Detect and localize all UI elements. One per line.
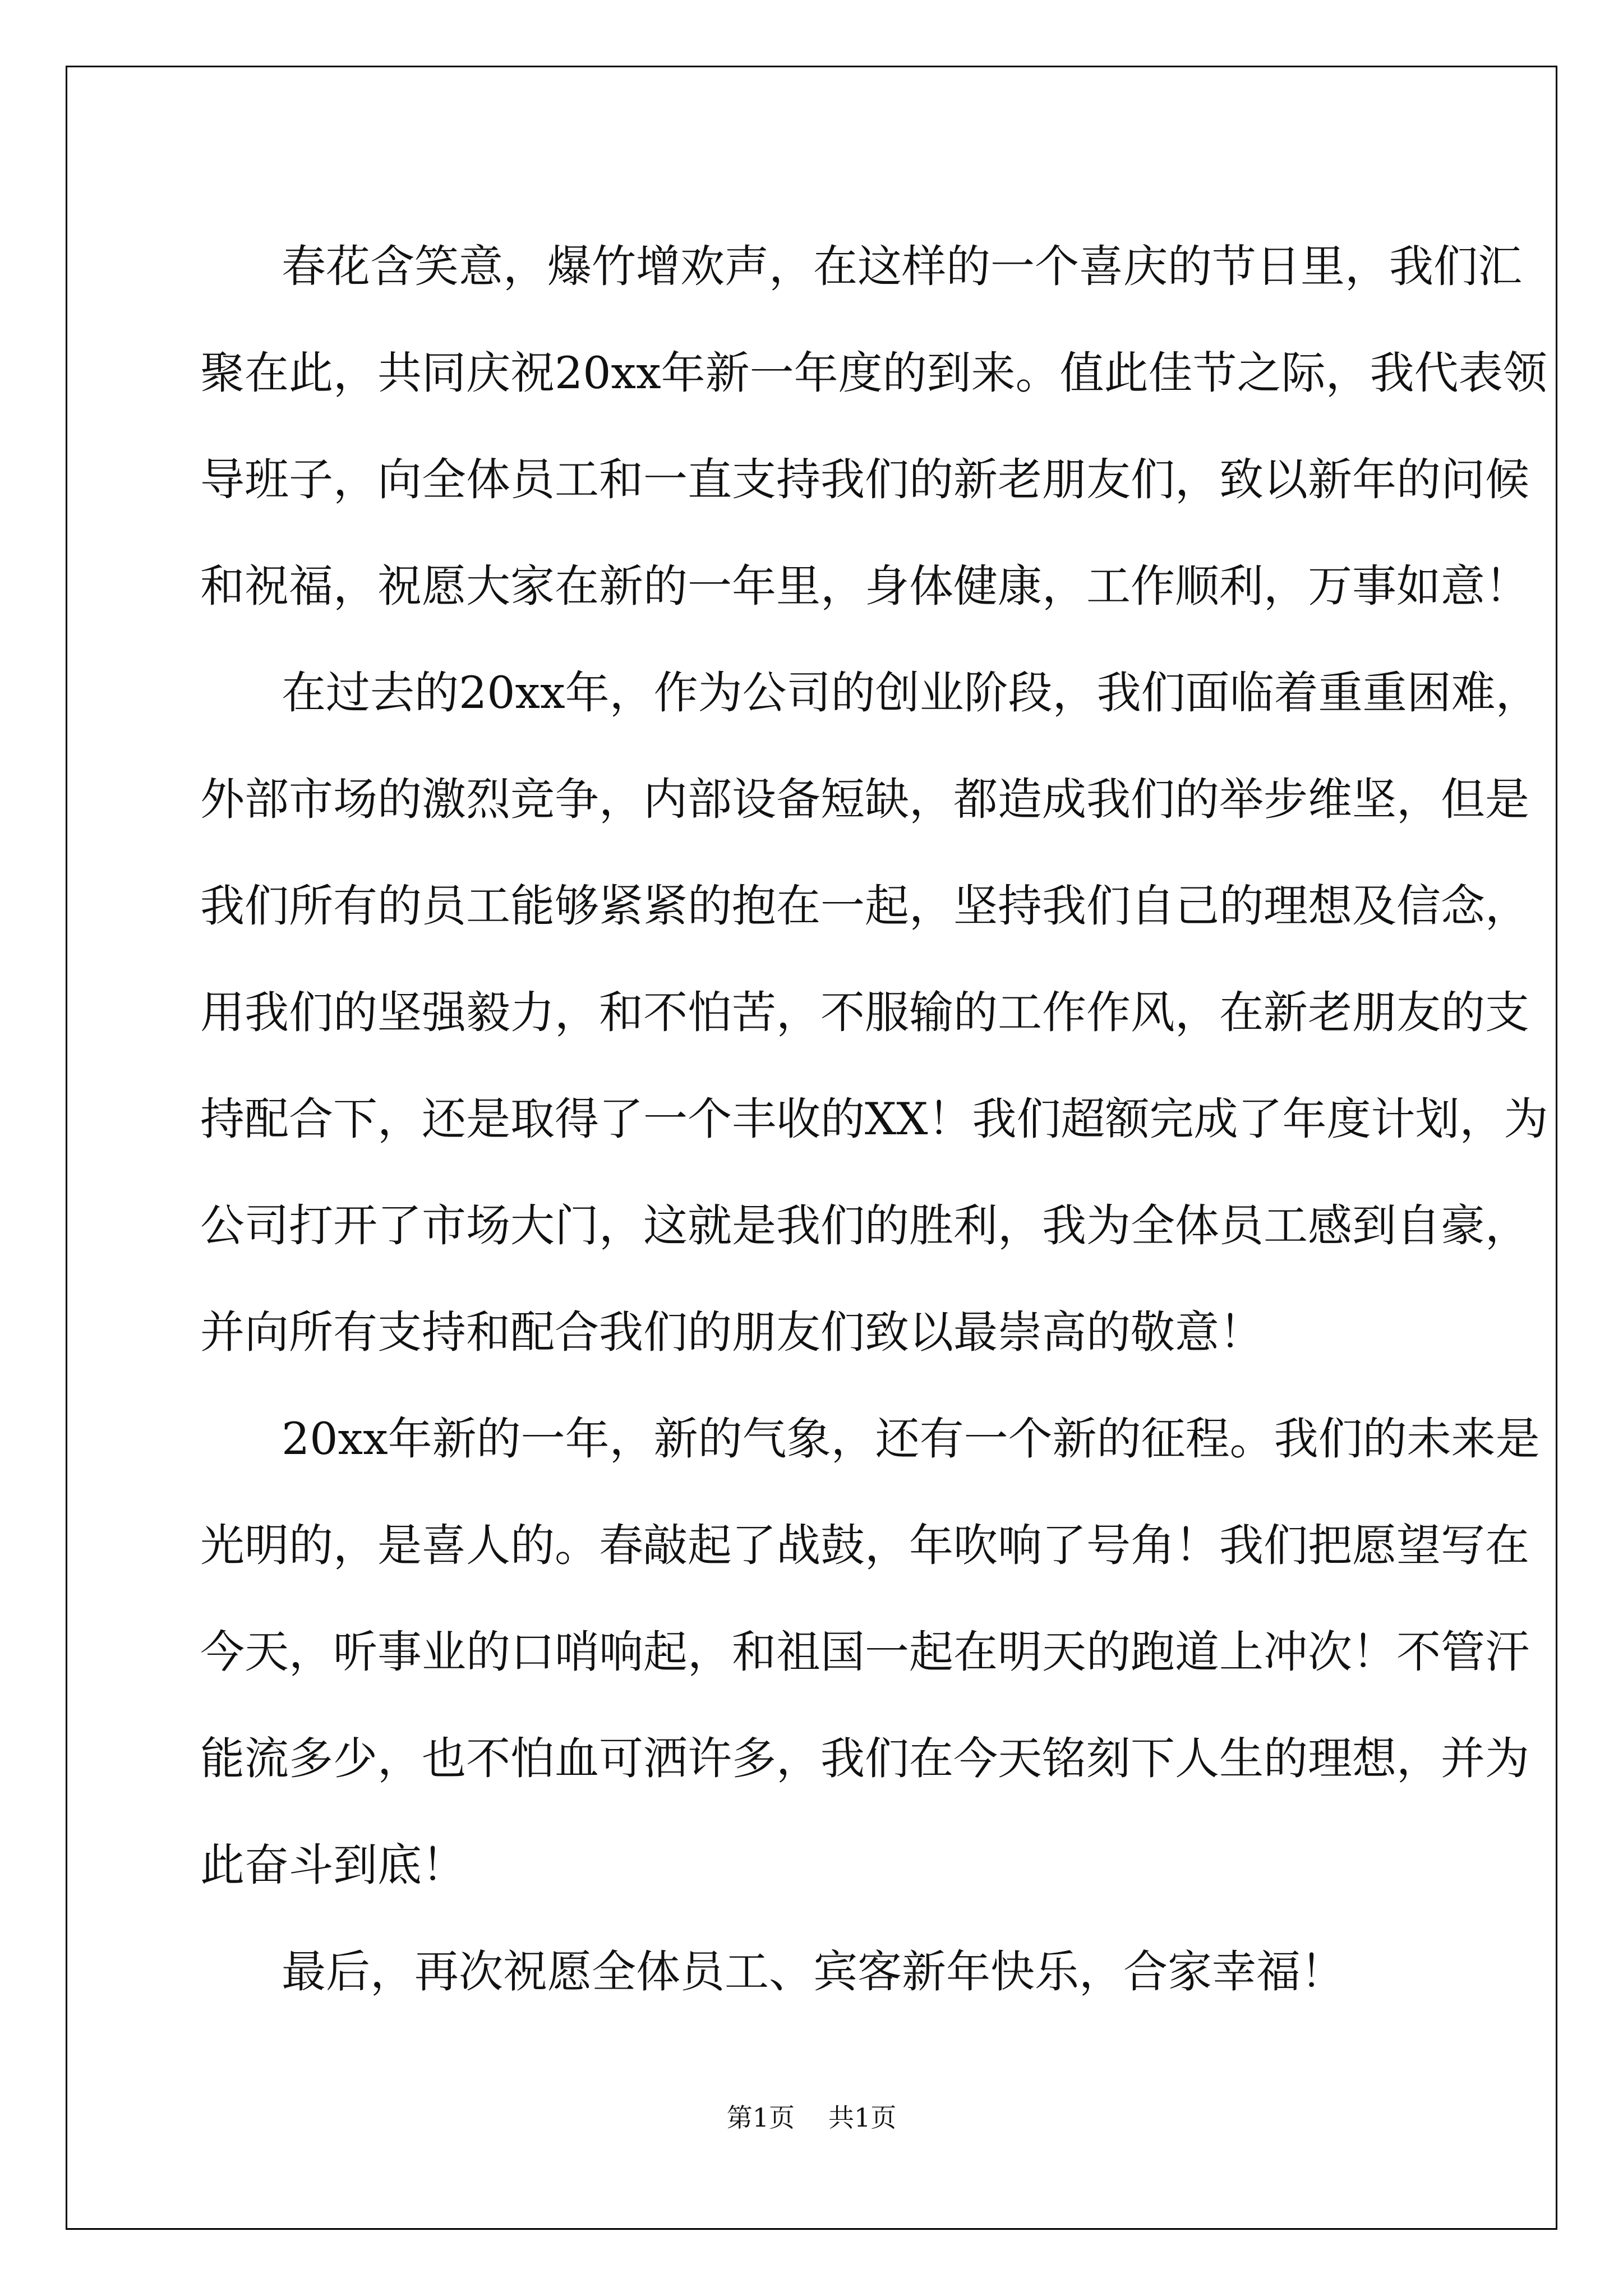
page-footer bbox=[0, 2101, 1623, 2134]
text-line: 20xx年新的一年，新的气象，还有一个新的征程。我们的未来是 bbox=[282, 1413, 1540, 1465]
text-line: 光明的，是喜人的。春敲起了战鼓，年吹响了号角！我们把愿望写在 bbox=[200, 1520, 1529, 1571]
text-line: 在过去的20xx年，作为公司的创业阶段，我们面临着重重困难， bbox=[282, 667, 1540, 719]
text-line: 我们所有的员工能够紧紧的抱在一起，坚持我们自己的理想及信念， bbox=[200, 880, 1529, 932]
document-body bbox=[200, 213, 1548, 2025]
text-line: 持配合下，还是取得了一个丰收的XX！我们超额完成了年度计划，为 bbox=[200, 1093, 1548, 1145]
text-line: 聚在此，共同庆祝20xx年新一年度的到来。值此佳节之际，我代表领 bbox=[200, 347, 1547, 399]
text-line: 和祝福，祝愿大家在新的一年里，身体健康，工作顺利，万事如意！ bbox=[200, 560, 1529, 612]
text-line: 今天，听事业的口哨响起，和祖国一起在明天的跑道上冲次！不管汗 bbox=[200, 1626, 1529, 1678]
page-total: 共1页 bbox=[828, 2102, 897, 2133]
text-line: 能流多少，也不怕血可洒许多，我们在今天铭刻下人生的理想，并为 bbox=[200, 1733, 1529, 1784]
text-line: 此奋斗到底！ bbox=[200, 1839, 466, 1891]
text-line: 导班子，向全体员工和一直支持我们的新老朋友们，致以新年的问候 bbox=[200, 454, 1529, 505]
text-line: 春花含笑意，爆竹增欢声，在这样的一个喜庆的节日里，我们汇 bbox=[282, 241, 1522, 292]
text-line: 并向所有支持和配合我们的朋友们致以最崇高的敬意！ bbox=[200, 1306, 1264, 1358]
text-line: 公司打开了市场大门，这就是我们的胜利，我为全体员工感到自豪， bbox=[200, 1200, 1529, 1251]
text-line: 最后，再次祝愿全体员工、宾客新年快乐，合家幸福！ bbox=[282, 1946, 1345, 1998]
text-line: 用我们的坚强毅力，和不怕苦，不服输的工作作风，在新老朋友的支 bbox=[200, 987, 1529, 1038]
page-number: 第1页 bbox=[726, 2102, 795, 2133]
text-line: 外部市场的激烈竞争，内部设备短缺，都造成我们的举步维坚，但是 bbox=[200, 774, 1529, 825]
